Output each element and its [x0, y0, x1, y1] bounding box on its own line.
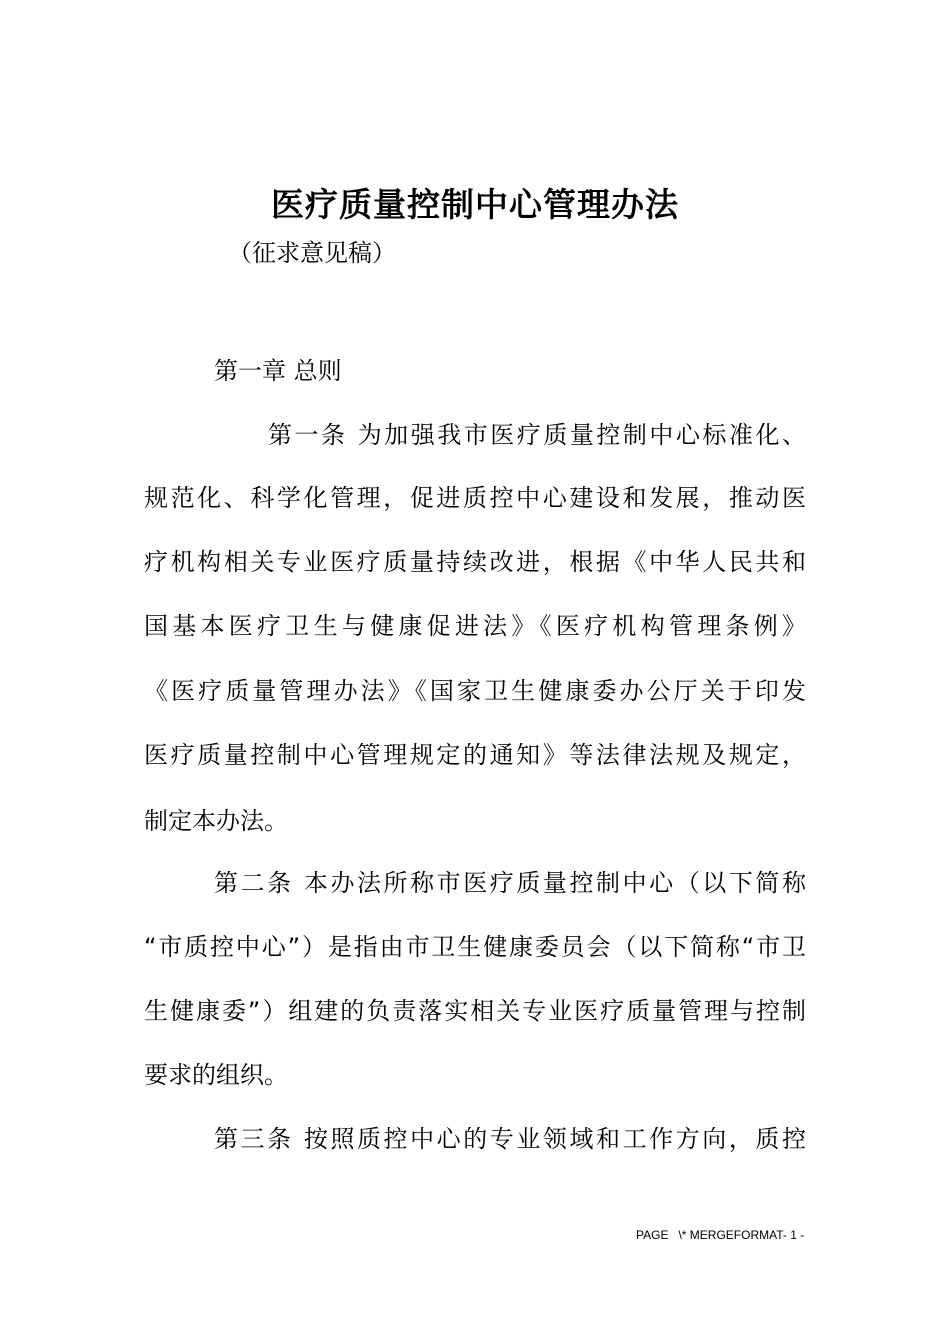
paragraph-line: 要求的组织。 — [144, 1061, 288, 1089]
page-footer: PAGE \* MERGEFORMAT- 1 - — [636, 1228, 805, 1242]
paragraph-line: 第三条 按照质控中心的专业领域和工作方向，质控 — [214, 1125, 806, 1153]
document-subtitle: （征求意见稿） — [228, 239, 396, 267]
paragraph-line: 疗机构相关专业医疗质量持续改进，根据《中华人民共和 — [144, 548, 806, 576]
paragraph-line: 《医疗质量管理办法》《国家卫生健康委办公厅关于印发 — [144, 677, 806, 705]
paragraph-line: “市质控中心”）是指由市卫生健康委员会（以下简称“市卫 — [144, 933, 806, 961]
paragraph-line: 生健康委”）组建的负责落实相关专业医疗质量管理与控制 — [144, 997, 806, 1025]
paragraph-line: 医疗质量控制中心管理规定的通知》等法律法规及规定， — [144, 741, 806, 769]
chapter-heading: 第一章 总则 — [214, 357, 342, 385]
paragraph-line: 规范化、科学化管理，促进质控中心建设和发展，推动医 — [144, 484, 806, 512]
paragraph-line: 第一条 为加强我市医疗质量控制中心标准化、 — [268, 421, 806, 449]
document-title: 医疗质量控制中心管理办法 — [271, 185, 679, 224]
paragraph-line: 制定本办法。 — [144, 807, 288, 835]
paragraph-line: 国基本医疗卫生与健康促进法》《医疗机构管理条例》 — [144, 612, 806, 640]
paragraph-line: 第二条 本办法所称市医疗质量控制中心（以下简称 — [214, 869, 806, 897]
